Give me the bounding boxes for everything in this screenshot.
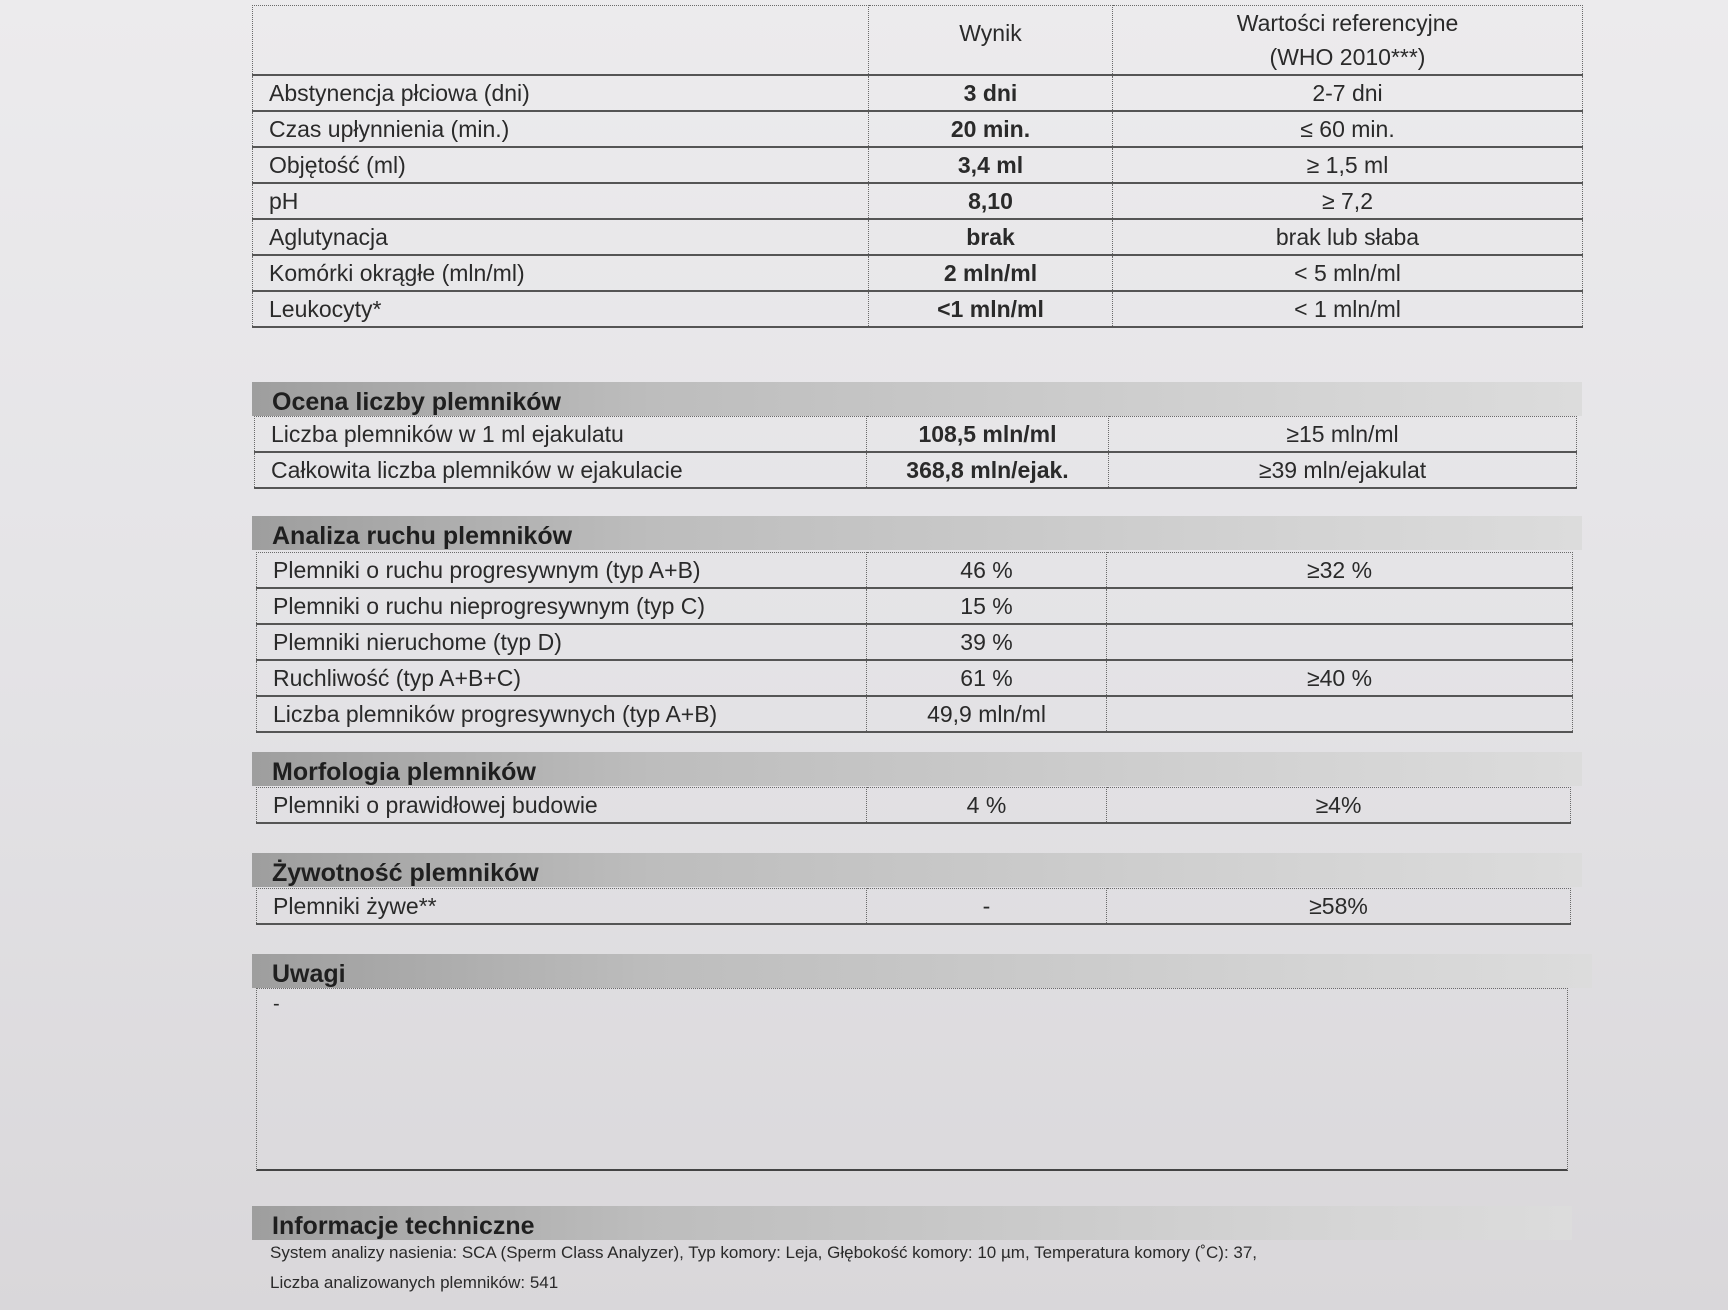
section-title-motility: Analiza ruchu plemników [252, 516, 1582, 550]
section-title-vitality: Żywotność plemników [252, 853, 1582, 887]
param-result: 46 % [867, 553, 1107, 589]
table-row [257, 788, 1571, 824]
param-result: 2 mln/ml [869, 255, 1113, 291]
table-row [257, 624, 1573, 660]
table-row [257, 696, 1573, 732]
header-empty-cell [253, 6, 869, 76]
technical-line-1: System analizy nasienia: SCA (Sperm Class Analyzer), Typ komory: Leja, Głębokość komory: 10 µm, Temperatura komory (˚C): 37, [270, 1243, 1258, 1262]
param-name: Całkowita liczba plemników w ejakulacie [255, 452, 867, 488]
param-result: 39 % [867, 624, 1107, 660]
param-result: 3,4 ml [869, 147, 1113, 183]
param-reference: ≤ 60 min. [1113, 111, 1583, 147]
param-reference: ≥ 7,2 [1113, 183, 1583, 219]
param-name: Objętość (ml) [253, 147, 869, 183]
param-name: Plemniki żywe** [257, 889, 867, 925]
param-reference [1107, 588, 1573, 624]
param-name: Abstynencja płciowa (dni) [253, 75, 869, 111]
table-row [255, 417, 1577, 453]
notes-content: - [273, 993, 280, 1015]
param-name: Ruchliwość (typ A+B+C) [257, 660, 867, 696]
param-reference: ≥58% [1107, 889, 1571, 925]
param-result: 108,5 mln/ml [867, 417, 1109, 453]
param-result: 61 % [867, 660, 1107, 696]
param-name: Plemniki o prawidłowej budowie [257, 788, 867, 824]
param-result: <1 mln/ml [869, 291, 1113, 327]
table-row [253, 111, 1583, 147]
technical-line-2: Liczba analizowanych plemników: 541 [270, 1273, 559, 1292]
param-result: 49,9 mln/ml [867, 696, 1107, 732]
motility-table [256, 552, 1573, 733]
param-reference [1107, 696, 1573, 732]
param-reference: ≥4% [1107, 788, 1571, 824]
morphology-table [256, 787, 1571, 824]
param-result: 4 % [867, 788, 1107, 824]
param-name: Czas upłynnienia (min.) [253, 111, 869, 147]
param-name: pH [253, 183, 869, 219]
technical-info [270, 1238, 1570, 1298]
table-row [257, 553, 1573, 589]
param-name: Aglutynacja [253, 219, 869, 255]
table-row [257, 660, 1573, 696]
table-row [253, 291, 1583, 327]
section-title-count: Ocena liczby plemników [252, 382, 1582, 416]
vitality-table [256, 888, 1571, 925]
param-name: Liczba plemników progresywnych (typ A+B) [257, 696, 867, 732]
param-reference [1107, 624, 1573, 660]
param-name: Liczba plemników w 1 ml ejakulatu [255, 417, 867, 453]
param-result: 3 dni [869, 75, 1113, 111]
param-reference: < 1 mln/ml [1113, 291, 1583, 327]
param-reference: brak lub słaba [1113, 219, 1583, 255]
param-reference: ≥15 mln/ml [1109, 417, 1577, 453]
table-row [257, 588, 1573, 624]
table-row [253, 219, 1583, 255]
header-reference [1113, 6, 1583, 76]
table-row [253, 255, 1583, 291]
section-title-morphology: Morfologia plemników [252, 752, 1582, 786]
param-result: 368,8 mln/ejak. [867, 452, 1109, 488]
param-reference: ≥39 mln/ejakulat [1109, 452, 1577, 488]
count-table [254, 416, 1577, 489]
param-name: Leukocyty* [253, 291, 869, 327]
param-reference: ≥40 % [1107, 660, 1573, 696]
table-row [255, 452, 1577, 488]
section-title-notes: Uwagi [252, 954, 1592, 988]
param-reference: ≥ 1,5 ml [1113, 147, 1583, 183]
table-row [257, 889, 1571, 925]
param-reference: < 5 mln/ml [1113, 255, 1583, 291]
param-result: 15 % [867, 588, 1107, 624]
param-name: Plemniki nieruchome (typ D) [257, 624, 867, 660]
table-row [253, 147, 1583, 183]
param-name: Plemniki o ruchu nieprogresywnym (typ C) [257, 588, 867, 624]
param-result: 20 min. [869, 111, 1113, 147]
table-header-row [253, 6, 1583, 76]
param-result: brak [869, 219, 1113, 255]
param-reference: ≥32 % [1107, 553, 1573, 589]
header-reference-line2: (WHO 2010***) [1269, 44, 1426, 70]
param-reference: 2-7 dni [1113, 75, 1583, 111]
table-row [253, 183, 1583, 219]
param-name: Komórki okrągłe (mln/ml) [253, 255, 869, 291]
param-name: Plemniki o ruchu progresywnym (typ A+B) [257, 553, 867, 589]
param-result: 8,10 [869, 183, 1113, 219]
header-result: Wynik [869, 6, 1113, 76]
param-result: - [867, 889, 1107, 925]
notes-box [256, 988, 1568, 1171]
header-reference-line1: Wartości referencyjne [1236, 10, 1459, 36]
section-title-technical: Informacje techniczne [252, 1206, 1572, 1240]
table-row [253, 75, 1583, 111]
basic-parameters-table [252, 5, 1583, 328]
